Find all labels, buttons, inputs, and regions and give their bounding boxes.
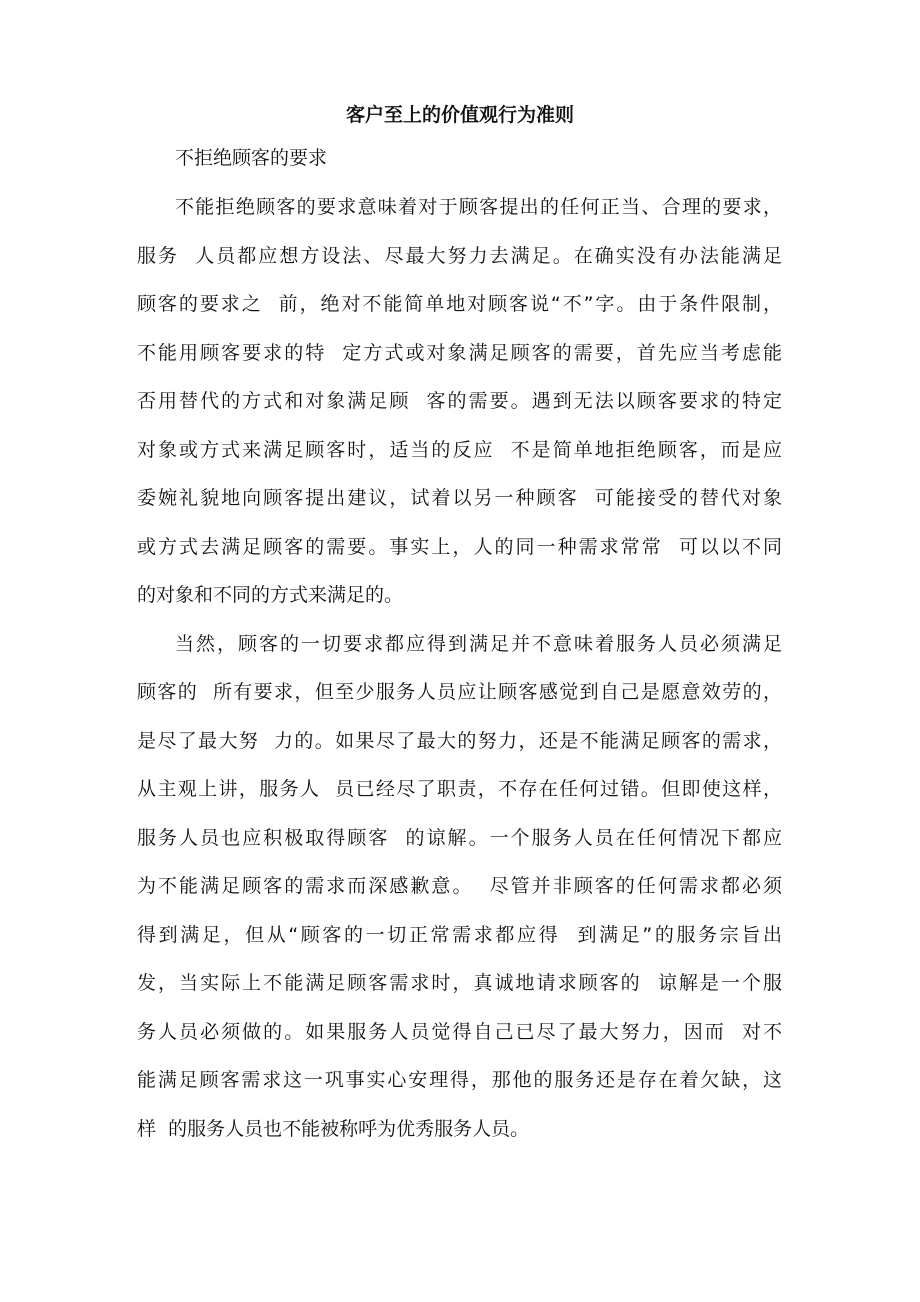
- paragraph-line: 委婉礼貌地向顾客提出建议，试着以另一种顾客 可能接受的替代对象: [137, 487, 782, 509]
- paragraph-line: 是尽了最大努 力的。如果尽了最大的努力，还是不能满足顾客的需求，: [137, 730, 782, 752]
- paragraph-line: 服务 人员都应想方设法、尽最大努力去满足。在确实没有办法能满足: [137, 245, 782, 267]
- paragraph-line: 得到满足，但从“顾客的一切正常需求都应得 到满足”的服务宗旨出: [137, 924, 782, 946]
- paragraph-line: 顾客的 所有要求，但至少服务人员应让顾客感觉到自己是愿意效劳的，: [137, 681, 782, 703]
- paragraph-line: 为不能满足顾客的需求而深感歉意。 尽管并非顾客的任何需求都必须: [137, 875, 782, 897]
- paragraph-line: 能满足顾客需求这一巩事实心安理得，那他的服务还是存在着欠缺，这: [137, 1069, 782, 1091]
- paragraph-line: 对象或方式来满足顾客时，适当的反应 不是简单地拒绝顾客，而是应: [137, 439, 782, 461]
- paragraph-line: 顾客的要求之 前，绝对不能简单地对顾客说“不”字。由于条件限制，: [137, 293, 782, 315]
- paragraph-line: 发，当实际上不能满足顾客需求时，真诚地请求顾客的 谅解是一个服: [137, 972, 782, 994]
- paragraph-line: 从主观上讲，服务人 员已经尽了职责，不存在任何过错。但即使这样，: [137, 778, 782, 800]
- document-title: 客户至上的价值观行为准则: [345, 104, 574, 126]
- paragraph-line: 当然，顾客的一切要求都应得到满足并不意味着服务人员必须满足: [175, 633, 782, 655]
- paragraph-line: 服务人员也应积极取得顾客 的谅解。一个服务人员在任何情况下都应: [137, 827, 782, 849]
- section-heading: 不拒绝顾客的要求: [175, 147, 328, 169]
- paragraph-line: 样 的服务人员也不能被称呼为优秀服务人员。: [137, 1118, 530, 1140]
- paragraph-line: 的对象和不同的方式来满足的。: [137, 584, 404, 606]
- paragraph-line: 否用替代的方式和对象满足顾 客的需要。遇到无法以顾客要求的特定: [137, 390, 782, 412]
- paragraph-line: 不能用顾客要求的特 定方式或对象满足顾客的需要，首先应当考虑能: [137, 342, 782, 364]
- paragraph-line: 不能拒绝顾客的要求意味着对于顾客提出的任何正当、合理的要求，: [175, 196, 782, 218]
- paragraph-line: 或方式去满足顾客的需要。事实上，人的同一种需求常常 可以以不同: [137, 536, 782, 558]
- paragraph-line: 务人员必须做的。如果服务人员觉得自己已尽了最大努力，因而 对不: [137, 1021, 782, 1043]
